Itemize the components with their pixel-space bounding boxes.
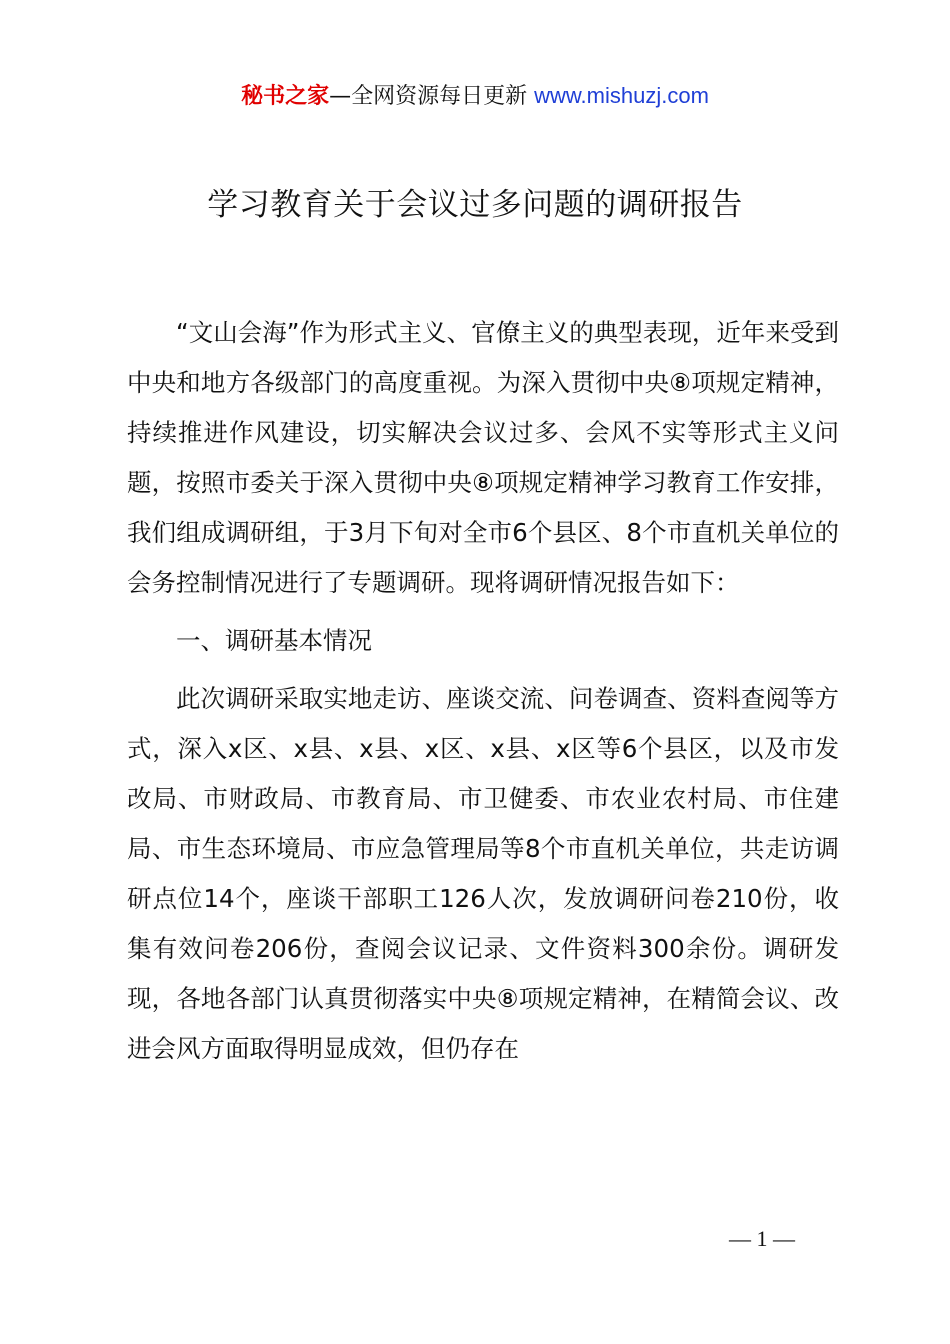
document-body bbox=[127, 308, 839, 1074]
site-url-link[interactable]: www.mishuzj.com bbox=[534, 83, 709, 108]
intro-paragraph: “文山会海”作为形式主义、官僚主义的典型表现，近年来受到中央和地方各级部门的高度重视。为深入贯彻中央⑧项规定精神，持续推进作风建设，切实解决会议过多、会风不实等形式主义问题，按照市委关于深入贯彻中央⑧项规定精神学习教育工作安排，我们组成调研组，于3月下旬对全市6个县区、8个市直机关单位的会务控制情况进行了专题调研。现将调研情况报告如下： bbox=[127, 318, 839, 597]
brand-name: 秘书之家 bbox=[241, 84, 330, 109]
header-tagline: —全网资源每日更新 bbox=[329, 84, 535, 109]
body-paragraph: 此次调研采取实地走访、座谈交流、问卷调查、资料查阅等方式，深入x区、x县、x县、x区、x县、x区等6个县区，以及市发改局、市财政局、市教育局、市卫健委、市农业农村局、市住建局、市生态环境局、市应急管理局等8个市直机关单位，共走访调研点位14个，座谈干部职工126人次，发放调研问卷210份，收集有效问卷206份，查阅会议记录、文件资料300余份。调研发现，各地各部门认真贯彻落实中央⑧项规定精神，在精简会议、改进会风方面取得明显成效，但仍存在 bbox=[127, 684, 839, 1063]
section-heading: 一、调研基本情况 bbox=[176, 626, 372, 655]
document-title: 学习教育关于会议过多问题的调研报告 bbox=[207, 187, 743, 223]
page-number: — 1 — bbox=[729, 1226, 795, 1251]
site-header bbox=[0, 80, 950, 113]
